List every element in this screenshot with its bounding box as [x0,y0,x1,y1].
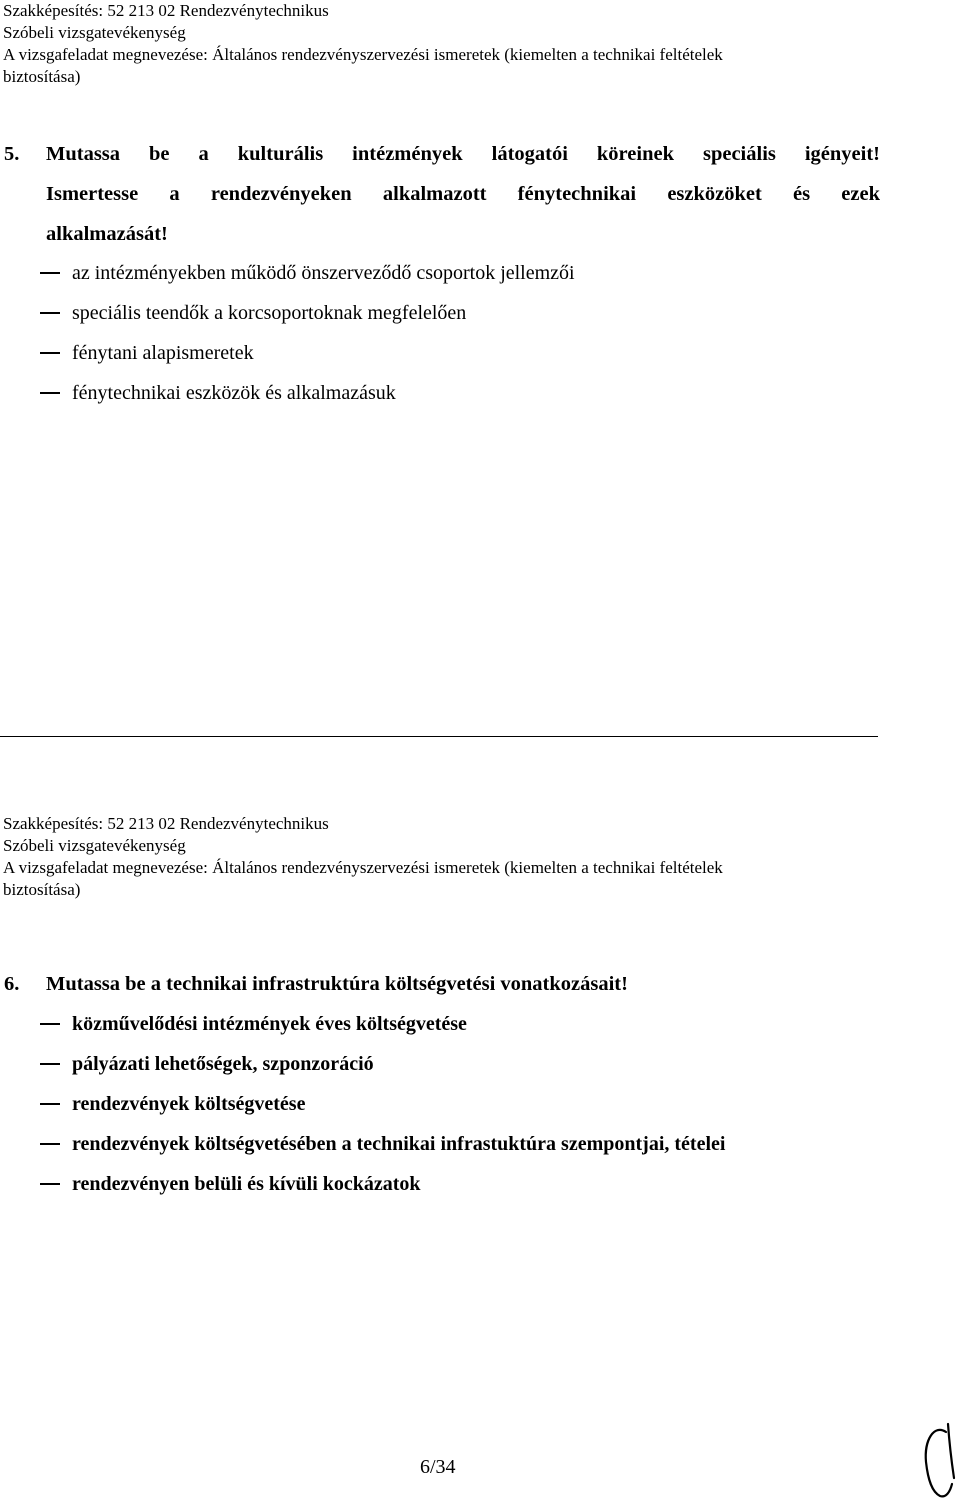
question-text-line: Mutassa be a technikai infrastruktúra költségvetési vonatkozásait! [46,973,628,995]
list-item: rendezvényen belüli és kívüli kockázatok [40,1164,725,1204]
dash-bullet-icon [40,1183,60,1185]
question-6-topics [40,1004,725,1204]
list-item: az intézményekben működő önszerveződő csoportok jellemzői [40,253,575,293]
dash-bullet-icon [40,312,60,314]
header-task-name: A vizsgafeladat megnevezése: Általános rendezvényszervezési ismeretek (kiemelten a technikai feltételek [3,858,723,877]
dash-bullet-icon [40,1143,60,1145]
question-number: 6. [4,973,20,995]
question-number: 5. [4,143,20,165]
list-item: rendezvények költségvetésében a technikai infrastuktúra szempontjai, tételei [40,1124,725,1164]
list-item: rendezvények költségvetése [40,1084,725,1124]
question-text-line: alkalmazását! [46,223,168,245]
header-qualification: Szakképesítés: 52 213 02 Rendezvénytechnikus [3,814,329,833]
list-item: közművelődési intézmények éves költségvetése [40,1004,725,1044]
list-item: pályázati lehetőségek, szponzoráció [40,1044,725,1084]
page-divider [0,736,878,737]
dash-bullet-icon [40,1063,60,1065]
question-5 [4,134,880,254]
question-text-line: Ismertesse a rendezvényeken alkalmazott fénytechnikai eszközöket és ezek [46,183,880,205]
list-item: speciális teendők a korcsoportoknak megfelelően [40,293,575,333]
list-item: fénytani alapismeretek [40,333,575,373]
handwritten-initial-signature [918,1418,958,1500]
page-header-top [3,0,903,88]
question-text-line: Mutassa be a kulturális intézmények látogatói köreinek speciális igényeit! [46,143,880,165]
dash-bullet-icon [40,392,60,394]
page-number: 6/34 [420,1456,456,1478]
page-header-bottom [3,813,903,901]
header-task-name-cont: biztosítása) [3,880,81,899]
dash-bullet-icon [40,272,60,274]
question-5-topics [40,253,575,413]
dash-bullet-icon [40,1023,60,1025]
header-task-name: A vizsgafeladat megnevezése: Általános rendezvényszervezési ismeretek (kiemelten a technikai feltételek [3,45,723,64]
dash-bullet-icon [40,352,60,354]
header-qualification: Szakképesítés: 52 213 02 Rendezvénytechnikus [3,1,329,20]
dash-bullet-icon [40,1103,60,1105]
header-task-name-cont: biztosítása) [3,67,81,86]
question-6 [4,964,880,1004]
header-exam-type: Szóbeli vizsgatevékenység [3,23,186,42]
list-item: fénytechnikai eszközök és alkalmazásuk [40,373,575,413]
header-exam-type: Szóbeli vizsgatevékenység [3,836,186,855]
